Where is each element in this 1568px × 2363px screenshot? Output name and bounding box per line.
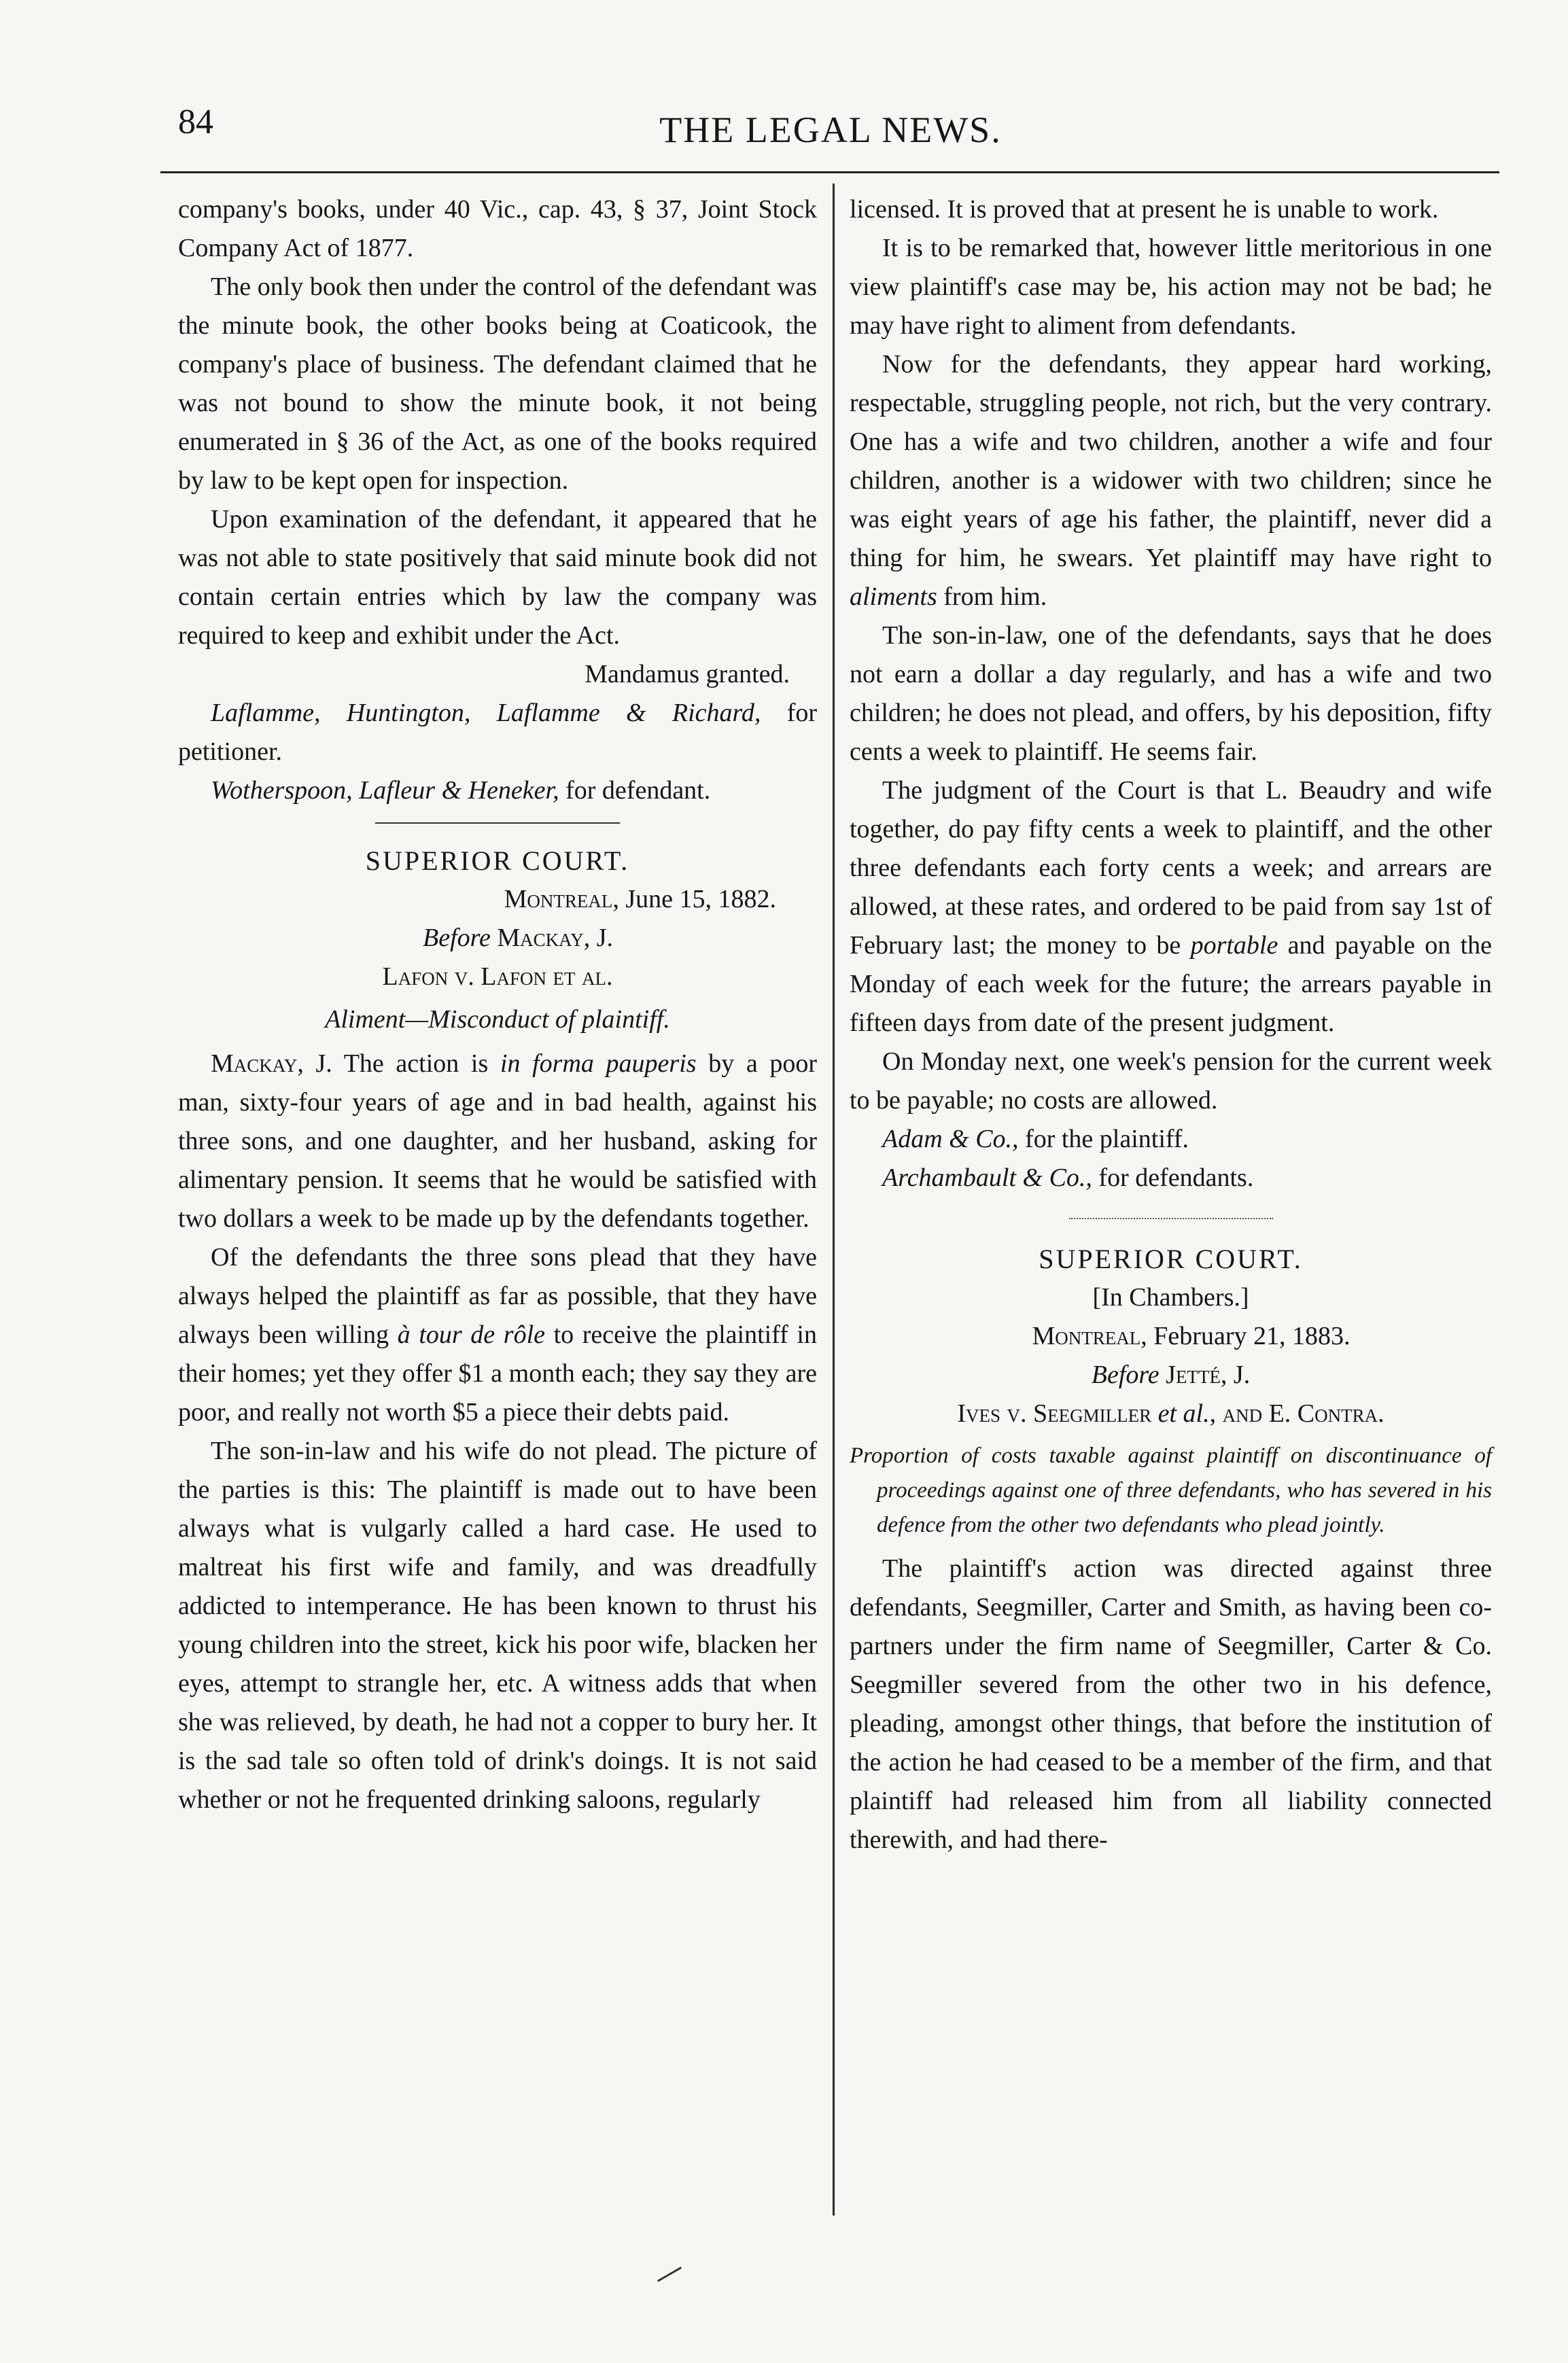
case-date: June 15, 1882. <box>619 885 776 913</box>
counsel-role: for defendants. <box>1092 1163 1254 1192</box>
section-rule <box>1069 1218 1273 1219</box>
paragraph: On Monday next, one week's pension for the current week to be payable; no costs are allowed. <box>850 1047 1492 1115</box>
paragraph: It is to be remarked that, however little meritorious in one view plaintiff's case may be, his action may not be bad; he may have right to aliment from defendants. <box>850 234 1492 340</box>
counsel-line <box>850 1120 1492 1159</box>
pencil-mark <box>657 2266 682 2282</box>
counsel-names: Laflamme, Huntington, Laflamme & Richard, <box>211 699 761 727</box>
case-place: Montreal, <box>504 885 619 913</box>
paragraph <box>178 1045 817 1238</box>
counsel-line <box>178 694 817 771</box>
text-run: from him. <box>937 582 1047 611</box>
counsel-names: Adam & Co., <box>882 1125 1019 1153</box>
counsel-line <box>850 1159 1492 1197</box>
counsel-line <box>178 771 817 810</box>
court-heading: SUPERIOR COURT. <box>365 845 630 876</box>
before-label: Before <box>1091 1361 1160 1389</box>
counsel-role: for petitioner. <box>178 699 817 766</box>
judge-name: Mackay, J. <box>490 924 613 952</box>
case-before <box>850 1356 1492 1395</box>
case-parties: Lafon v. Lafon et al. <box>382 962 613 991</box>
counsel-names: Archambault & Co., <box>882 1163 1092 1192</box>
section-rule <box>375 822 620 824</box>
case-before <box>178 919 817 958</box>
case-place: Montreal, <box>1032 1322 1147 1350</box>
paragraph: company's books, under 40 Vic., cap. 43, § 37, Joint Stock Company Act of 1877. <box>178 195 817 262</box>
paragraph: Upon examination of the defendant, it appeared that he was not able to state positively that said minute book did not contain certain entries which by law the company was required to keep and exhibit under the Act. <box>178 505 817 650</box>
paragraph <box>178 1238 817 1432</box>
text-run: to receive the plaintiff in their homes; yet they offer $1 a month each; they say they are poor, and really not worth $5 a piece their debts paid. <box>178 1320 817 1426</box>
case-date: February 21, 1883. <box>1147 1322 1351 1350</box>
paragraph <box>850 345 1492 616</box>
before-label: Before <box>423 924 491 952</box>
counsel-names: Wotherspoon, Lafleur & Heneker, <box>211 776 559 805</box>
case-dateline <box>178 880 817 919</box>
text-run: in forma pauperis <box>500 1049 697 1078</box>
case-syllabus: Aliment—Misconduct of plaintiff. <box>325 1005 670 1034</box>
paragraph: The plaintiff's action was directed against three defendants, Seegmiller, Carter and Smith, as having been co-partners under the firm name of Seegmiller, Carter & Co. Seegmiller severed from the other two in his defence, pleading, amongst other things, that before the institution of the action he had ceased to be a member of the firm, and that plaintiff had released him from all liability connected therewith, and had there- <box>850 1554 1492 1854</box>
text-run: and payable on the Monday of each week for the future; the arrears payable in fifteen days from date of the present judgment. <box>850 931 1492 1037</box>
text-run: , and E. Contra. <box>1209 1399 1384 1428</box>
court-heading: SUPERIOR COURT. <box>1039 1244 1303 1274</box>
text-run: The judgment of the Court is that L. Beaudry and wife together, do pay fifty cents a week to plaintiff, and the other three defendants each forty cents a week; and arrears are allowed, at these rates, and ordered to be paid from say 1st of February last; the money to be <box>850 776 1492 960</box>
left-column <box>178 190 817 1819</box>
paragraph <box>850 771 1492 1043</box>
running-title: THE LEGAL NEWS. <box>659 109 1002 150</box>
counsel-role: for defendant. <box>559 776 711 805</box>
paragraph: The only book then under the control of the defendant was the minute book, the other books being at Coaticook, the company's place of business. The defendant claimed that he was not bound to show the minute book, it not being enumerated in § 36 of the Act, as one of the books required by law to be kept open for inspection. <box>178 273 817 495</box>
case-dateline <box>850 1317 1492 1356</box>
case-result: Mandamus granted. <box>585 660 790 688</box>
page-number: 84 <box>178 103 213 141</box>
counsel-role: for the plaintiff. <box>1018 1125 1189 1153</box>
paragraph: The son-in-law and his wife do not plead. The picture of the parties is this: The plaintiff is made out to have been always what is vulgarly called a hard case. He used to maltreat his first wife and family, and was dreadfully addicted to intemperance. He has been known to thrust his young children into the street, kick his poor wife, blacken her eyes, attempt to strangle her, etc. A witness adds that when she was relieved, by death, he had not a copper to bury her. It is the sad tale so often told of drink's doings. It is not said whether or not he frequented drinking saloons, regularly <box>178 1437 817 1814</box>
chambers-note: [In Chambers.] <box>1092 1283 1249 1312</box>
text-run: et al. <box>1157 1399 1210 1428</box>
judge-name: Mackay, J. <box>211 1049 332 1078</box>
text-run: Of the defendants the three sons plead that they have always helped the plaintiff as far as possible, that they have always been willing <box>178 1243 817 1349</box>
text-run: à tour de rôle <box>397 1320 545 1349</box>
text-run: Ives v. Seegmiller <box>957 1399 1158 1428</box>
column-divider <box>833 183 835 2216</box>
text-run: The action is <box>332 1049 500 1078</box>
case-syllabus: Proportion of costs taxable against plaintiff on discontinuance of proceedings against one of three defendants, who has severed in his defence from the other two defendants who plead jointly. <box>850 1443 1492 1537</box>
right-column <box>850 190 1492 1859</box>
paragraph: licensed. It is proved that at present he is unable to work. <box>850 195 1439 224</box>
header-rule <box>160 171 1499 173</box>
paragraph: The son-in-law, one of the defendants, says that he does not earn a dollar a day regularly, and has a wife and two children; he does not plead, and offers, by his deposition, fifty cents a week to plaintiff. He seems fair. <box>850 621 1492 766</box>
page-header <box>178 102 1483 163</box>
text-run: by a poor man, sixty-four years of age and in bad health, against his three sons, and one daughter, and her husband, asking for alimentary pension. It seems that he would be satisfied with two dollars a week to be made up by the defendants together. <box>178 1049 817 1233</box>
judge-name: Jetté, J. <box>1159 1361 1251 1389</box>
case-parties <box>850 1395 1492 1433</box>
text-run: aliments <box>850 582 937 611</box>
text-run: portable <box>1190 931 1278 960</box>
text-run: Now for the defendants, they appear hard working, respectable, struggling people, not rich, but the very contrary. One has a wife and two children, another a wife and four children, another is a widower with two children; since he was eight years of age his father, the plaintiff, never did a thing for him, he swears. Yet plaintiff may have right to <box>850 350 1492 572</box>
